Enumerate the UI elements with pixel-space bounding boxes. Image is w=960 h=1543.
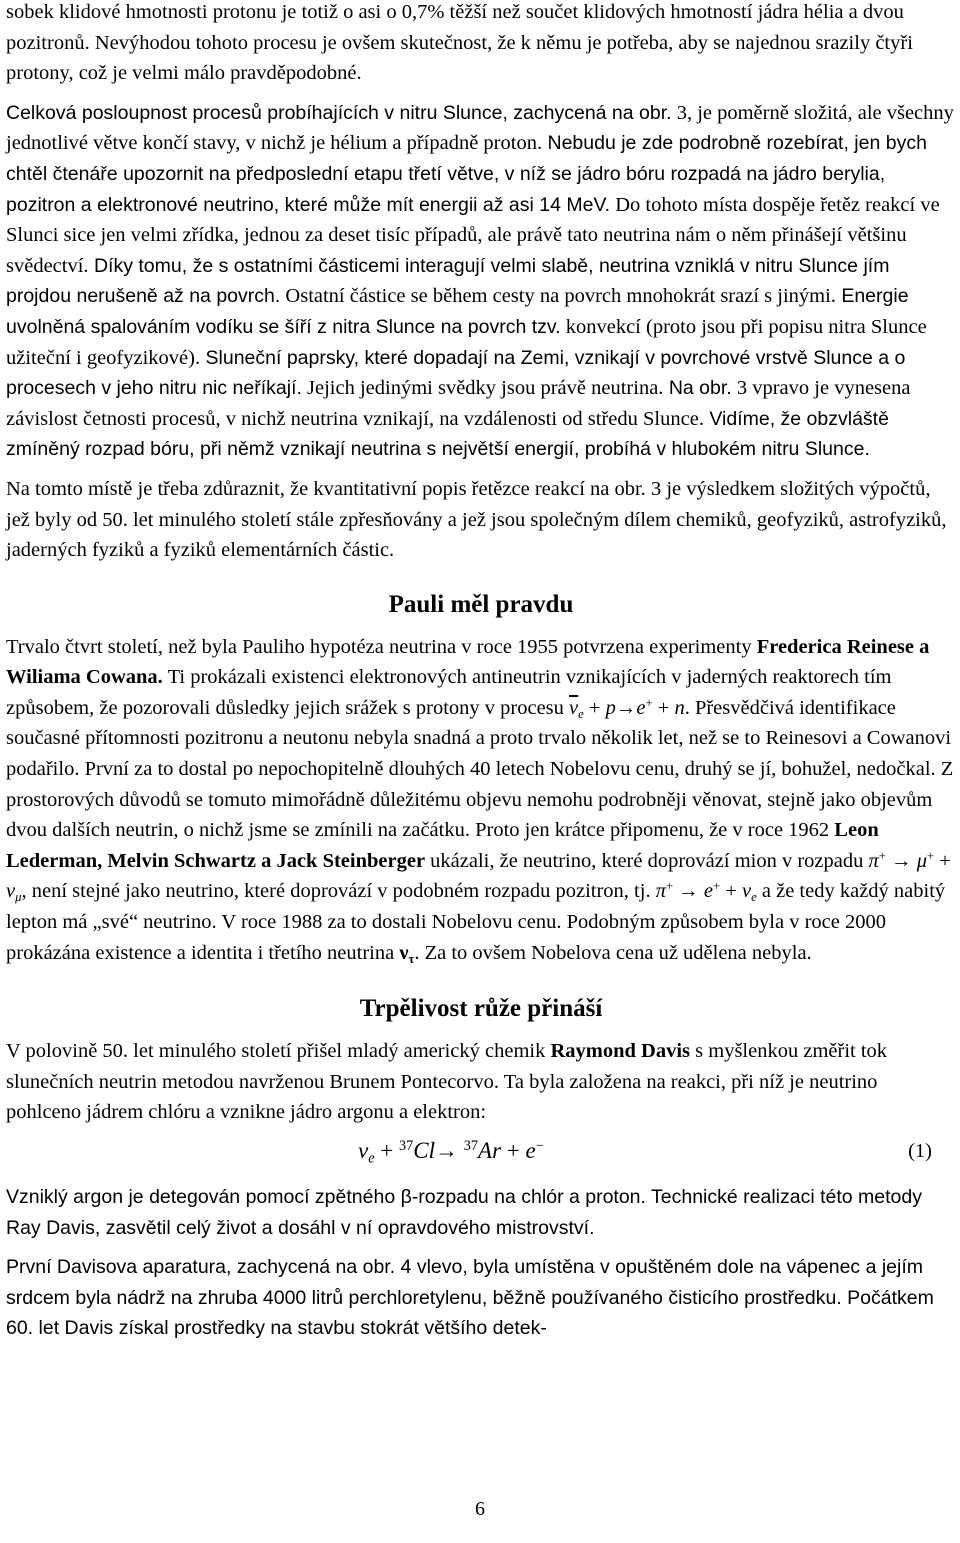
f1-sup-plus: + — [645, 695, 653, 710]
eq-plus: + — [380, 1138, 394, 1163]
f2-mu: μ — [916, 849, 927, 872]
paragraph-1 — [6, 0, 956, 89]
paragraph-5 — [6, 1036, 956, 1128]
equation-number: (1) — [908, 1140, 932, 1162]
equation-1-body — [358, 1136, 544, 1167]
eq-mass-ar: 37 — [463, 1138, 479, 1155]
p4-nu-tau: ν — [399, 941, 409, 964]
p2-l: 3 vpravo je vynesena závislost četnosti procesů, v nichž neutrina vznikají, na vzdálenosti od středu Slunce. — [6, 377, 911, 430]
f2-nu: ν — [6, 880, 16, 903]
p3-c: let minulého století stále zpřesňovány a jež jsou společným dílem chemiků, geofyziků, astrofyziků, jaderných fyziků a fyziků elementárních částic. — [6, 508, 947, 562]
eq-sub-e: e — [368, 1150, 375, 1167]
f2-plus: + — [939, 849, 951, 872]
eq-sup-minus: − — [535, 1138, 544, 1155]
eq-mass-cl: 37 — [399, 1138, 414, 1155]
f1-nu: $\overline{\nu}$ — [569, 696, 579, 719]
paragraph-6: Vzniklý argon je detegován pomocí zpětného β-rozpadu na chlór a proton. Technické realizaci této metody Ray Davis, zasvětil celý život a dosáhl v ní opravdového mistrovství. — [6, 1186, 922, 1239]
paragraph-2 — [6, 98, 956, 465]
document-page — [6, 0, 956, 1344]
f2-sub-mu: μ — [15, 890, 22, 905]
paragraph-7: První Davisova aparatura, zachycená na obr. 4 vlevo, byla umístěna v opuštěném dole na vápenec a jejím srdcem byla nádrž na zhruba 4000 litrů perchloretylenu, běžně používaného čisticího prostředku. Počátkem 60. let Davis získal prostředky na stavbu stokrát většího detek- — [6, 1256, 934, 1340]
f3-sub-e: e — [751, 890, 757, 905]
eq-arrow: → — [435, 1138, 459, 1163]
f1-p: p — [605, 696, 616, 719]
p2-f: Ostatní částice se během cesty na povrch mnohokrát srazí s jinými. — [280, 285, 836, 308]
paragraph-3 — [6, 474, 956, 566]
p2-i: Sluneční paprsky, které dopadají na Zemi, vznikají v povrchové vrstvě Slunce a o procesech v jeho nitru nic neříkají. — [6, 346, 906, 400]
f2-sup-plus-2: + — [926, 848, 935, 863]
heading-pauli: Pauli měl pravdu — [388, 590, 574, 618]
f1-sub-e: e — [578, 706, 584, 721]
f2-arrow: → — [891, 849, 912, 872]
paragraph-4 — [6, 632, 956, 969]
p3-a: Na tomto místě je třeba zdůraznit, že kvantitativní popis řetězce reakcí na obr. — [6, 477, 646, 500]
formula-reines-cowan — [569, 693, 685, 724]
f3-nu: ν — [742, 880, 752, 903]
f2-pi: π — [868, 849, 879, 872]
p5-name-davis: Raymond Davis — [550, 1040, 691, 1063]
f3-pi: π — [655, 880, 666, 903]
p2-g: Energie uvolněná spalováním vodíku se šíří z nitra Slunce na povrch tzv. — [6, 285, 909, 338]
heading-trpelivost: Trpělivost růže přináší — [359, 995, 603, 1023]
f1-arrow: → — [615, 696, 637, 719]
p4-tau-sub: τ — [408, 951, 415, 966]
p2-j: Jejich jedinými svědky jsou právě neutrina. — [301, 377, 664, 400]
p2-b: 3, je poměrně složitá, ale všechny jednotlivé větve končí stavy, v nichž je hélium a případně proton. — [6, 101, 954, 155]
p4-names-reines-cowan: Frederica Reinese a Wiliama Cowana. — [6, 635, 930, 689]
f3-e: e — [703, 880, 714, 903]
p2-h: konvekcí (proto jsou při popisu nitra Slunce užiteční i geofyzikové). — [6, 315, 927, 369]
f2-sup-plus: + — [878, 848, 886, 863]
p4-c: Ti prokázali existenci elektronových antineutrin vznikajících v jaderných reaktorech tím způsobem, že pozorovali důsledky jejich srážek s protony v procesu — [6, 666, 892, 719]
page-number: 6 — [475, 1498, 485, 1520]
p4-d: . Přesvědčivá identifikace současné přítomnosti pozitronu a neutonu nebyla snadná a proto trvalo několik let, než se to Reinesovi a Cowanovi podařilo. První za to dostal po nepochopitelně dlouhých 40 letech Nobelovu cenu, druhý se jí, bohužel, nedočkal. Z prostorových důvodů se tomuto mimořádně důležitému objevu nemohu podrobněji věnovat, stejně jako objevům dvou dalších neutrin, o nichž jsme se zmínili na začátku. Proto jen krátce připomenu, že v roce 1962 — [6, 696, 954, 842]
p2-c: Nebudu je zde podrobně rozebírat, jen bych chtěl čtenáře upozornit na předposlední etapu třetí větve, v níž se jádro bóru rozpadá na jádro berylia, pozitron a elektronové neutrino, které může mít energii až asi 14 MeV. — [6, 132, 927, 216]
f1-plus-2: + — [657, 696, 670, 719]
p5-a: V polovině 50. let minulého století přišel mladý americký chemik — [6, 1040, 551, 1063]
eq-ar: Ar — [478, 1138, 502, 1163]
p4-names-lederman: Leon Lederman, Melvin Schwartz a Jack Steinberger — [6, 819, 879, 872]
p2-k: Na obr. — [663, 377, 732, 400]
p4-a: Trvalo čtvrt století, než byla Pauliho hypotéza neutrina v roce 1955 potvrzena experimenty — [6, 635, 757, 658]
eq-plus-2: + — [506, 1138, 520, 1163]
f3-sup-plus: + — [665, 879, 674, 894]
p4-h: a že tedy každý nabitý lepton má „své“ neutrino. V roce 1988 za to dostali Nobelovu cenu. Podobným způsobem byla v roce 2000 prokázána existence a identita i třetího neutrina — [6, 880, 946, 964]
p2-e: Díky tomu, že s ostatními částicemi interagují velmi slabě, neutrina vzniklá v nitru Slunce jím projdou nerušeně až na povrch. — [6, 254, 890, 308]
formula-pion-e — [655, 879, 757, 905]
p4-j: . Za to ovšem Nobelova cena už udělena nebyla. — [414, 941, 812, 964]
p2-d: Do tohoto místa dospěje řetěz reakcí ve Slunci sice jen velmi zřídka, jednou za deset tisíc případů, ale právě tato neutrina nám o něm přinášejí většinu svědectví. — [6, 193, 940, 277]
p2-m: Vidíme, že obzvláště zmíněný rozpad bóru, při němž vznikají neutrina s největší energií, probíhá v hlubokém nitru Slunce. — [6, 407, 889, 461]
equation-1 — [6, 1136, 956, 1180]
f1-n: n — [674, 696, 685, 719]
f1-e: e — [636, 696, 646, 719]
paragraph-1-text: sobek klidové hmotnosti protonu je totiž o asi o 0,7% těžší než součet klidových hmotností jádra hélia a dvou pozitronů. Nevýhodou tohoto procesu je ovšem skutečnost, že k němu je potřeba, aby se najednou srazily čtyři protony, což je velmi málo pravděpodobné. — [6, 1, 913, 85]
p4-f: ukázali, že neutrino, které doprovází mion v rozpadu — [425, 849, 869, 872]
p5-c: s myšlenkou změřit tok slunečních neutrin metodou navrženou Brunem Pontecorvo. Ta byla založena na reakci, při níž je neutrino pohlceno jádrem chlóru a vznikne jádro argonu a elektron: — [6, 1040, 888, 1124]
f1-plus: + — [588, 696, 601, 719]
p2-a: Celková posloupnost procesů probíhajících v nitru Slunce, zachycená na obr. — [6, 101, 672, 124]
eq-e: e — [525, 1138, 536, 1163]
f3-arrow: → — [678, 880, 699, 903]
p3-b: 3 je výsledkem složitých výpočtů, jež byly od 50. — [6, 477, 931, 531]
eq-cl: Cl — [413, 1138, 436, 1163]
f3-plus: + — [725, 880, 737, 903]
f3-sup-plus-2: + — [713, 879, 721, 894]
p4-g: , není stejné jako neutrino, které doprovází v podobném rozpadu pozitron, tj. — [21, 880, 656, 903]
eq-nu: ν — [358, 1138, 369, 1163]
